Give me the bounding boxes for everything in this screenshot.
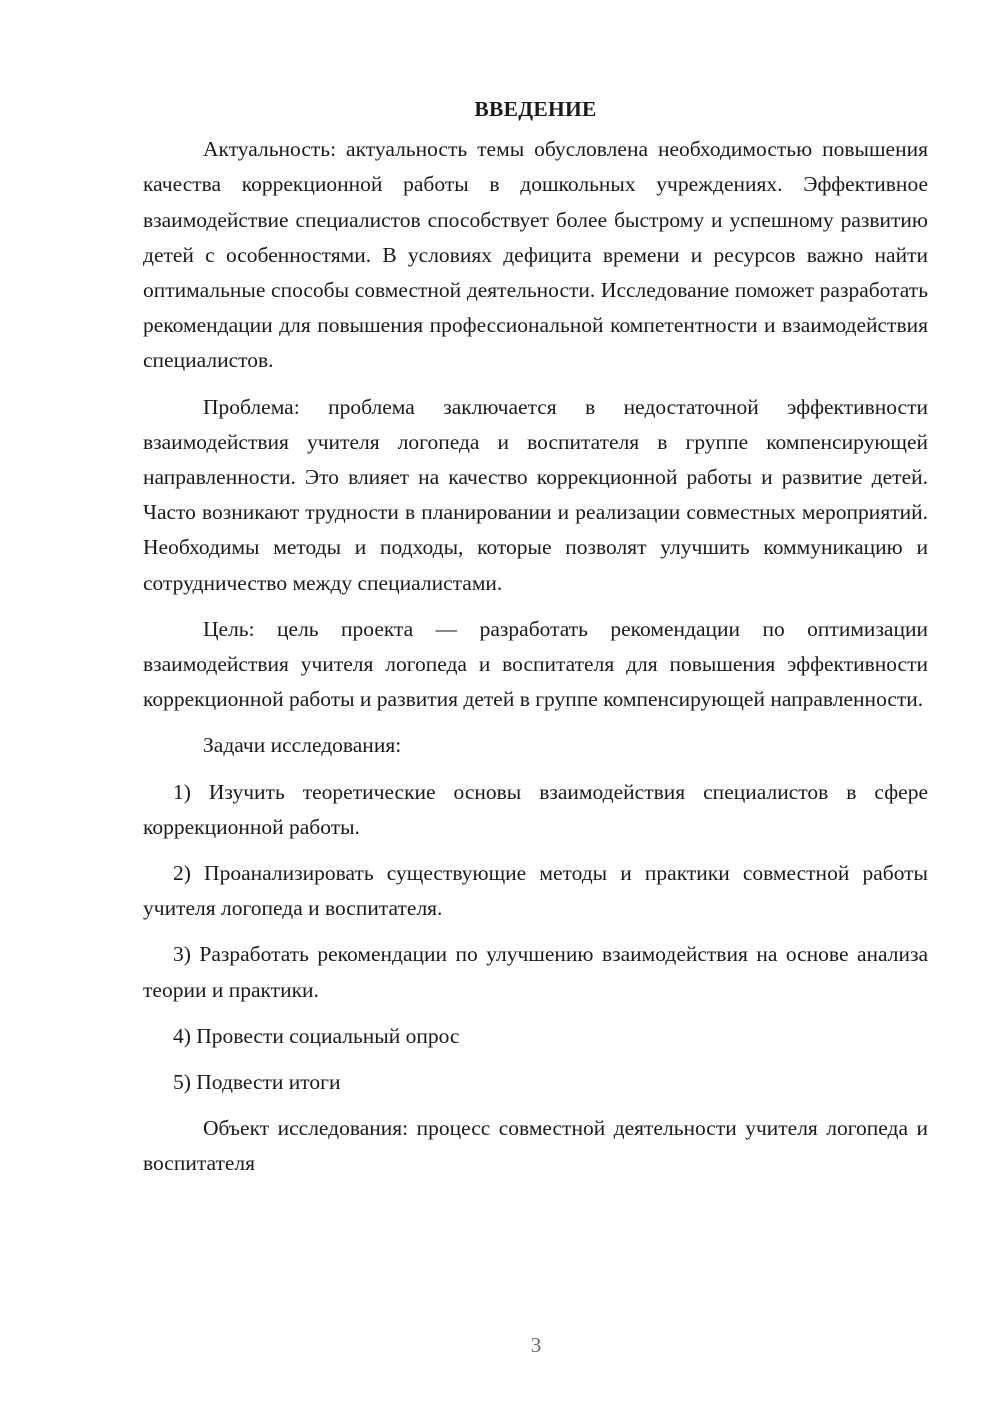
relevance-paragraph: Актуальность: актуальность темы обусловлена необходимостью повышения качества коррекционной работы в дошкольных учреждениях. Эффективное взаимодействие специалистов способствует более быстрому и успешному развитию детей с особенностями. В условиях дефицита времени и ресурсов важно найти оптимальные способы совместной деятельности. Исследование поможет разработать рекомендации для повышения профессиональной компетентности и взаимодействия специалистов. xyxy=(143,137,928,373)
task-item-4: 4) Провести социальный опрос xyxy=(173,1023,460,1048)
object-paragraph: Объект исследования: процесс совместной деятельности учителя логопеда и воспитателя xyxy=(143,1116,928,1176)
task-item-2: 2) Проанализировать существующие методы и практики совместной работы учителя логопеда и воспитателя. xyxy=(143,861,928,921)
problem-paragraph: Проблема: проблема заключается в недостаточной эффективности взаимодействия учителя логопеда и воспитателя в группе компенсирующей направленности. Это влияет на качество коррекционной работы и развитие детей. Часто возникают трудности в планировании и реализации совместных мероприятий. Необходимы методы и подходы, которые позволят улучшить коммуникацию и сотрудничество между специалистами. xyxy=(143,394,928,595)
task-item-5: 5) Подвести итоги xyxy=(173,1070,341,1095)
page-number: 3 xyxy=(530,1333,542,1357)
page-content xyxy=(143,92,928,1182)
goal-paragraph: Цель: цель проекта — разработать рекомендации по оптимизации взаимодействия учителя логопеда и воспитателя для повышения эффективности коррекционной работы и развития детей в группе компенсирующей направленности. xyxy=(143,616,928,712)
task-item-3: 3) Разработать рекомендации по улучшению взаимодействия на основе анализа теории и практики. xyxy=(143,942,928,1002)
tasks-title: Задачи исследования: xyxy=(203,733,402,758)
task-item-1: 1) Изучить теоретические основы взаимодействия специалистов в сфере коррекционной работы. xyxy=(143,779,928,839)
section-heading: ВВЕДЕНИЕ xyxy=(474,97,597,121)
